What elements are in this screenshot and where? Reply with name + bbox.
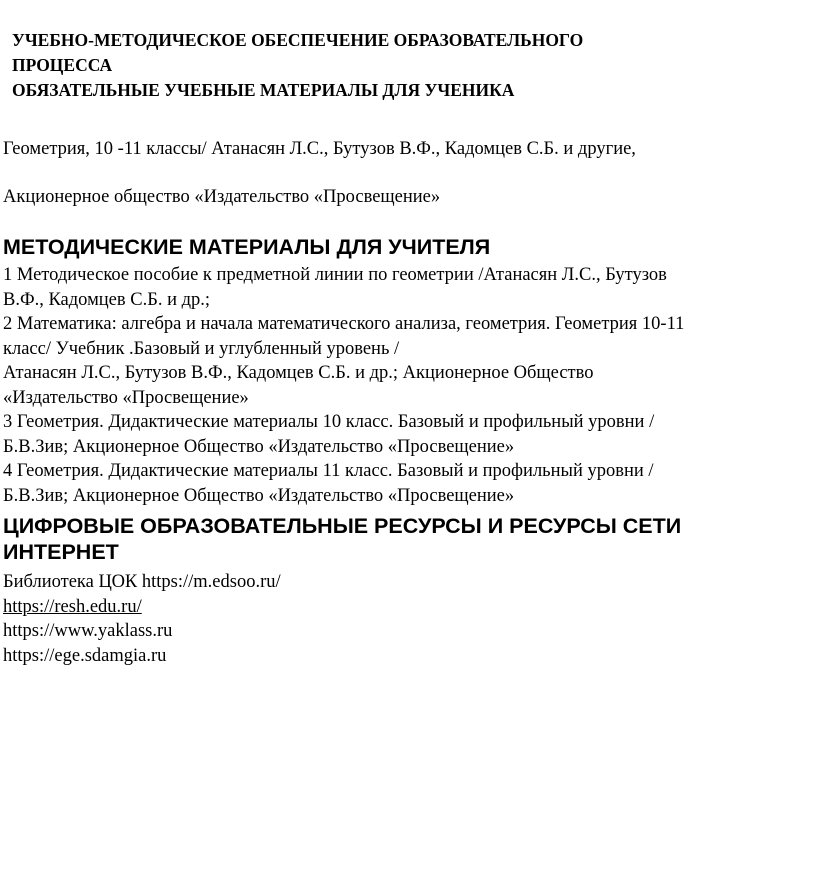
digital-resources-title-line-2: ИНТЕРНЕТ bbox=[3, 540, 119, 564]
heading-line-3: ОБЯЗАТЕЛЬНЫЕ УЧЕБНЫЕ МАТЕРИАЛЫ ДЛЯ УЧЕНИКА bbox=[12, 80, 515, 100]
student-textbook: Геометрия, 10 -11 классы/ Атанасян Л.С., Бутузов В.Ф., Кадомцев С.Б. и другие, bbox=[3, 139, 636, 159]
heading-line-1: УЧЕБНО-МЕТОДИЧЕСКОЕ ОБЕСПЕЧЕНИЕ ОБРАЗОВАТЕЛЬНОГО bbox=[12, 30, 584, 50]
library-link-line: Библиотека ЦОК https://m.edsoo.ru/ bbox=[3, 572, 281, 592]
yaklass-link: https://www.yaklass.ru bbox=[3, 621, 173, 641]
list-item: 4 Геометрия. Дидактические материалы 11 класс. Базовый и профильный уровни / bbox=[3, 461, 654, 481]
resh-link[interactable]: https://resh.edu.ru/ bbox=[3, 596, 142, 617]
list-item: 1 Методическое пособие к предметной линии по геометрии /Атанасян Л.С., Бутузов bbox=[3, 265, 667, 285]
digital-resources-list bbox=[3, 570, 813, 668]
teacher-materials-title-text: МЕТОДИЧЕСКИЕ МАТЕРИАЛЫ ДЛЯ УЧИТЕЛЯ bbox=[3, 235, 491, 259]
list-item: Б.В.Зив; Акционерное Общество «Издательство «Просвещение» bbox=[3, 436, 515, 457]
list-item: Атанасян Л.С., Бутузов В.Ф., Кадомцев С.Б. и др.; Акционерное Общество bbox=[3, 363, 594, 383]
teacher-materials-list bbox=[3, 263, 813, 508]
sdamgia-link: https://ege.sdamgia.ru bbox=[3, 645, 167, 666]
list-item: «Издательство «Просвещение» bbox=[3, 387, 249, 408]
list-item: В.Ф., Кадомцев С.Б. и др.; bbox=[3, 289, 211, 310]
list-item: класс/ Учебник .Базовый и углубленный уровень / bbox=[3, 338, 400, 359]
heading-line-2: ПРОЦЕССА bbox=[12, 55, 113, 75]
list-item: 3 Геометрия. Дидактические материалы 10 класс. Базовый и профильный уровни / bbox=[3, 412, 655, 432]
digital-resources-title bbox=[3, 513, 813, 565]
required-materials-heading bbox=[12, 28, 802, 103]
teacher-materials-title bbox=[3, 234, 813, 260]
list-item: 2 Математика: алгебра и начала математического анализа, геометрия. Геометрия 10-11 bbox=[3, 314, 685, 334]
student-publisher: Акционерное общество «Издательство «Просвещение» bbox=[3, 187, 441, 207]
list-item: Б.В.Зив; Акционерное Общество «Издательство «Просвещение» bbox=[3, 485, 515, 506]
digital-resources-title-line-1: ЦИФРОВЫЕ ОБРАЗОВАТЕЛЬНЫЕ РЕСУРСЫ И РЕСУРСЫ СЕТИ bbox=[3, 514, 682, 538]
